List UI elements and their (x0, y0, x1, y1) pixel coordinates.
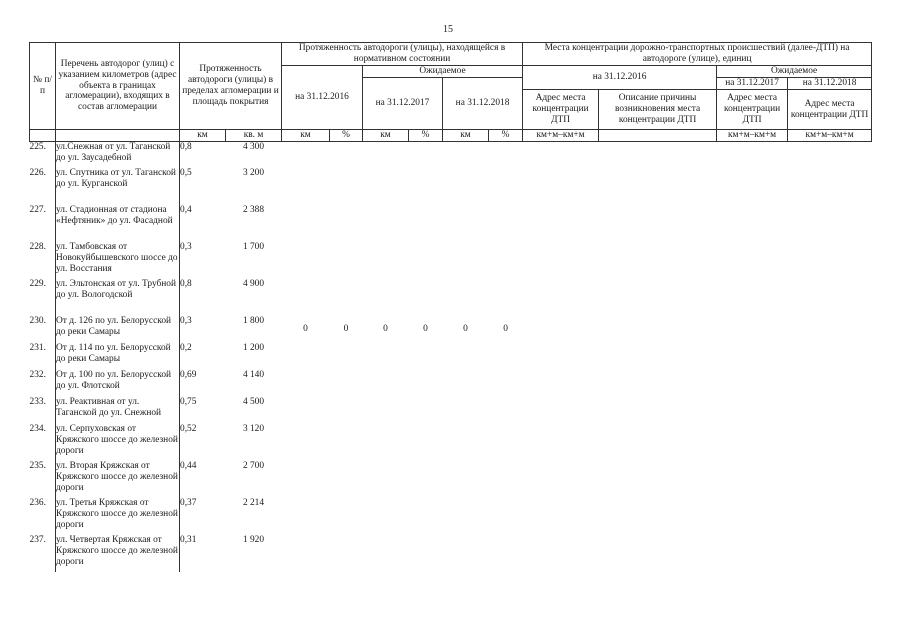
norm-2016-pct: 0 (343, 324, 349, 335)
table-row (30, 461, 872, 498)
length-km: 0,5 (180, 168, 192, 179)
area-sqm: 2 388 (242, 205, 265, 216)
row-number: 232. (29, 370, 46, 381)
row-number: 237. (29, 535, 46, 546)
table-header (30, 43, 872, 142)
unit-area-sqm: кв. м (226, 130, 282, 142)
table-row (30, 397, 872, 424)
row-number: 231. (29, 343, 46, 354)
table-row (30, 343, 872, 370)
norm-2018-km: 0 (463, 324, 468, 335)
length-km: 0,2 (180, 343, 192, 354)
road-name: От д. 114 по ул. Белорусской до реки Самары (56, 343, 180, 370)
area-sqm: 4 900 (242, 279, 265, 290)
road-name: ул. Стадионная от стадиона «Нефтяник» до ул. Фасадной (56, 205, 180, 242)
header-norm-2016: на 31.12.2016 (282, 66, 363, 130)
unit-2017-pct: % (409, 130, 443, 142)
row-number: 226. (29, 168, 46, 179)
length-km: 0,37 (180, 498, 197, 509)
header-dtp-2017: на 31.12.2017 (717, 78, 788, 90)
area-sqm: 1 200 (242, 343, 265, 354)
length-km: 0,8 (180, 141, 192, 152)
unit-dtp-2018-kmm: км+м–км+м (788, 130, 872, 142)
road-name: ул. Четвертая Кряжская от Кряжского шоссе до железной дороги (56, 535, 180, 572)
road-name: ул. Вторая Кряжская от Кряжского шоссе до железной дороги (56, 461, 180, 498)
road-name: ул. Серпуховская от Кряжского шоссе до железной дороги (56, 424, 180, 461)
row-number: 229. (29, 279, 46, 290)
road-name: От д. 126 по ул. Белорусской до реки Самары (56, 316, 180, 343)
header-norm-2017: на 31.12.2017 (363, 78, 443, 130)
header-no: № п/п (30, 43, 56, 130)
unit-dtp-2016-kmm: км+м–км+м (523, 130, 599, 142)
header-dtp-address-2016: Адрес места концентрации ДТП (523, 90, 599, 130)
header-dtp-2018: на 31.12.2018 (788, 78, 872, 90)
unit-2016-km: км (282, 130, 330, 142)
table-row (30, 370, 872, 397)
table-row (30, 498, 872, 535)
unit-blank (56, 130, 180, 142)
unit-2016-pct: % (330, 130, 363, 142)
unit-length-km: км (180, 130, 226, 142)
norm-2017-pct: 0 (423, 324, 428, 335)
table-row (30, 168, 872, 205)
length-km: 0,4 (180, 205, 192, 216)
norm-2016-km: 0 (303, 324, 308, 335)
length-km: 0,52 (180, 424, 197, 435)
length-km: 0,69 (180, 370, 197, 381)
table-row (30, 279, 872, 316)
table-row (30, 535, 872, 572)
header-dtp-2016: на 31.12.2016 (523, 66, 717, 90)
area-sqm: 4 140 (242, 370, 265, 381)
table-body (30, 141, 872, 572)
row-number: 236. (29, 498, 46, 509)
area-sqm: 2 700 (242, 461, 265, 472)
area-sqm: 3 200 (242, 168, 265, 179)
header-length: Протяженность автодороги (улицы) в пределах агломерации и площадь покрытия (180, 43, 282, 130)
road-name: ул. Тамбовская от Новокуйбышевского шоссе до ул. Восстания (56, 242, 180, 279)
row-number: 228. (29, 242, 46, 253)
table-row (30, 141, 872, 168)
unit-dtp-2017-kmm: км+м–км+м (717, 130, 788, 142)
header-dtp: Места концентрации дорожно-транспортных происшествий (далее-ДТП) на автодороге (улице), единиц (523, 43, 872, 66)
road-name: ул. Реактивная от ул. Таганской до ул. Снежной (56, 397, 180, 424)
area-sqm: 3 120 (242, 424, 265, 435)
unit-blank (30, 130, 56, 142)
length-km: 0,3 (180, 316, 192, 327)
row-number: 225. (29, 141, 46, 152)
road-name: ул. Спутника от ул. Таганской до ул. Курганской (56, 168, 180, 205)
row-number: 235. (29, 461, 46, 472)
header-dtp-address-2018: Адрес места концентрации ДТП (788, 90, 872, 130)
area-sqm: 1 920 (242, 535, 265, 546)
road-name: ул. Третья Кряжская от Кряжского шоссе до железной дороги (56, 498, 180, 535)
length-km: 0,8 (180, 279, 192, 290)
road-name: ул.Снежная от ул. Таганской до ул. Заусадебной (56, 141, 180, 168)
norm-2017-km: 0 (383, 324, 388, 335)
row-number: 227. (29, 205, 46, 216)
length-km: 0,3 (180, 242, 192, 253)
unit-blank (599, 130, 717, 142)
table-row (30, 205, 872, 242)
length-km: 0,75 (180, 397, 197, 408)
norm-2018-pct: 0 (503, 324, 508, 335)
header-norm-expected: Ожидаемое (363, 66, 523, 78)
page-number: 15 (443, 24, 453, 35)
area-sqm: 2 214 (242, 498, 265, 509)
header-dtp-reason: Описание причины возникновения места концентрации ДТП (599, 90, 717, 130)
row-number: 234. (29, 424, 46, 435)
area-sqm: 1 800 (242, 316, 265, 327)
table-row (30, 242, 872, 279)
area-sqm: 4 500 (242, 397, 265, 408)
header-dtp-address-2017: Адрес места концентрации ДТП (717, 90, 788, 130)
unit-2018-km: км (443, 130, 489, 142)
header-norm-2018: на 31.12.2018 (443, 78, 523, 130)
unit-2018-pct: % (489, 130, 523, 142)
header-road-list: Перечень автодорог (улиц) с указанием километров (адрес объекта в границах агломерации), входящих в состав агломерации (56, 43, 180, 130)
unit-2017-km: км (363, 130, 409, 142)
header-dtp-expected: Ожидаемое (717, 66, 872, 78)
row-number: 233. (29, 397, 46, 408)
area-sqm: 1 700 (242, 242, 265, 253)
header-normative: Протяженность автодороги (улицы), находящейся в нормативном состоянии (282, 43, 523, 66)
roads-table (29, 42, 872, 572)
table-row (30, 424, 872, 461)
table-row (30, 316, 872, 343)
road-name: ул. Эльтонская от ул. Трубной до ул. Вологодской (56, 279, 180, 316)
length-km: 0,44 (180, 461, 197, 472)
length-km: 0,31 (180, 535, 197, 546)
area-sqm: 4 300 (242, 141, 265, 152)
row-number: 230. (29, 316, 46, 327)
road-name: От д. 100 по ул. Белорусской до ул. Флотской (56, 370, 180, 397)
